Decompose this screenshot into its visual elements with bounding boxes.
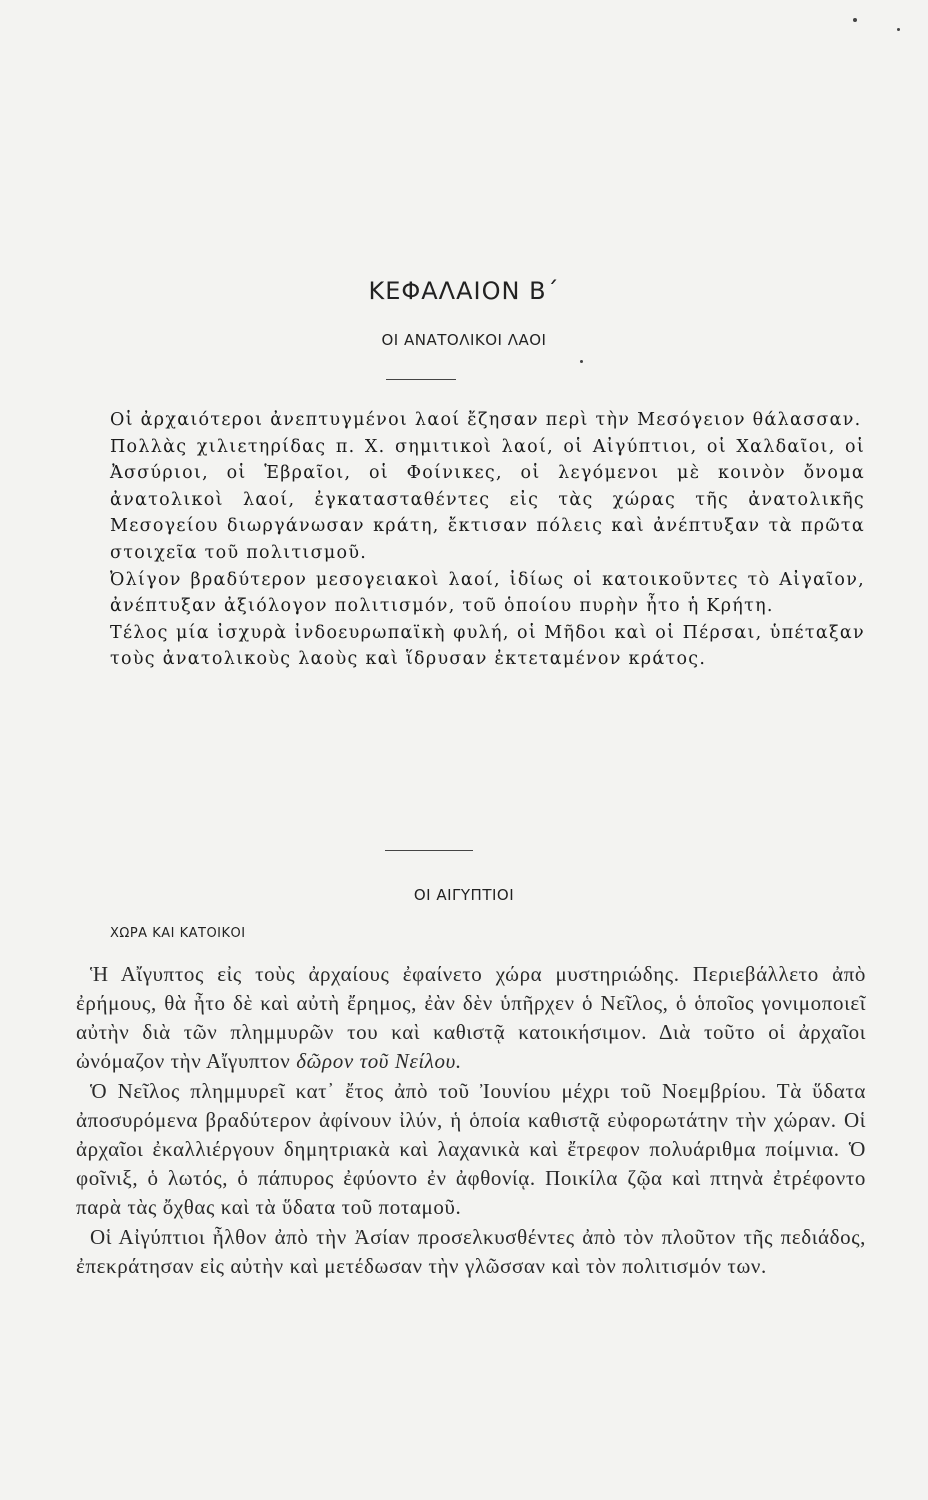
body-paragraph: Οἱ Αἰγύπτιοι ἦλθον ἀπὸ τὴν Ἀσίαν προσελκυσθέντες ἀπὸ τὸν πλοῦτον τῆς πεδιάδος, ἐπεκράτησαν εἰς αὐτὴν καὶ μετέδωσαν τὴν γλῶσσαν καὶ τὸν πολιτισμόν των. [76,1225,866,1278]
paper-speck [853,18,857,22]
chapter-summary [110,407,865,673]
section-subheading: ΧΩΡΑ ΚΑΙ ΚΑΤΟΙΚΟΙ [110,926,246,941]
chapter-title: ΚΕΦΑΛΑΙΟΝ Β΄ [368,277,560,305]
section-body [76,960,866,1282]
summary-paragraph: Πολλὰς χιλιετηρίδας π. Χ. σημιτικοὶ λαοί, οἱ Αἰγύπτιοι, οἱ Χαλδαῖοι, οἱ Ἀσσύριοι, οἱ Ἑβραῖοι, οἱ Φοίνικες, οἱ λεγόμενοι μὲ κοινὸν ὄνομα ἀνατολικοὶ λαοί, ἐγκατασταθέντες εἰς τὰς χώρας τῆς ἀνατολικῆς Μεσογείου διωργάνωσαν κράτη, ἔκτισαν πόλεις καὶ ἀνέπτυξαν τὰ πρῶτα στοιχεῖα τοῦ πολιτισμοῦ. [110,436,865,563]
paper-speck [580,360,583,363]
italic-phrase: δῶρον τοῦ Νείλου. [296,1049,462,1073]
body-paragraph [76,960,866,1076]
summary-paragraph: Ὀλίγον βραδύτερον μεσογειακοὶ λαοί, ἰδίως οἱ κατοικοῦντες τὸ Αἰγαῖον, ἀνέπτυξαν ἀξιόλογον πολιτισμόν, τοῦ ὁποίου πυρὴν ἦτο ἡ Κρήτη. [110,569,865,617]
divider-rule [386,379,456,380]
body-paragraph: Ὁ Νεῖλος πλημμυρεῖ κατ᾽ ἔτος ἀπὸ τοῦ Ἰουνίου μέχρι τοῦ Νοεμβρίου. Τὰ ὕδατα ἀποσυρόμενα βραδύτερον ἀφίνουν ἰλύν, ἡ ὁποία καθιστᾷ εὐφορωτάτην τὴν χώραν. Οἱ ἀρχαῖοι ἐκαλλιέργουν δημητριακὰ καὶ λαχανικὰ καὶ ἔτρεφον πολυάριθμα ποίμνια. Ὁ φοῖνιξ, ὁ λωτός, ὁ πάπυρος ἐφύοντο ἐν ἀφθονίᾳ. Ποικίλα ζῷα καὶ πτηνὰ ἐτρέφοντο παρὰ τὰς ὄχθας καὶ τὰ ὕδατα τοῦ ποταμοῦ. [76,1079,866,1219]
summary-paragraph: Τέλος μία ἰσχυρὰ ἰνδοευρωπαϊκὴ φυλή, οἱ Μῆδοι καὶ οἱ Πέρσαι, ὑπέταξαν τοὺς ἀνατολικοὺς λαοὺς καὶ ἵδρυσαν ἐκτεταμένον κράτος. [110,622,865,670]
divider-rule [385,850,473,851]
paper-speck [897,28,900,31]
body-paragraph-text: Ἡ Αἴγυπτος εἰς τοὺς ἀρχαίους ἐφαίνετο χώρα μυστηριώδης. Περιεβάλλετο ἀπὸ ἐρήμους, θὰ ἦτο δὲ καὶ αὐτὴ ἔρημος, ἐὰν δὲν ὑπῆρχεν ὁ Νεῖλος, ὁ ὁποῖος γονιμοποιεῖ αὐτὴν διὰ τῶν πλημμυρῶν του καὶ καθιστᾷ κατοικήσιμον. Διὰ τοῦτο οἱ ἀρχαῖοι ὠνόμαζον τὴν Αἴγυπτον [76,962,866,1073]
summary-paragraph: Οἱ ἀρχαιότεροι ἀνεπτυγμένοι λαοί ἔζησαν περὶ τὴν Μεσόγειον θάλασσαν. [110,410,862,430]
chapter-heading: ΟΙ ΑΝΑΤΟΛΙΚΟΙ ΛΑΟΙ [381,331,547,349]
section-heading: ΟΙ ΑΙΓΥΠΤΙΟΙ [413,886,515,904]
